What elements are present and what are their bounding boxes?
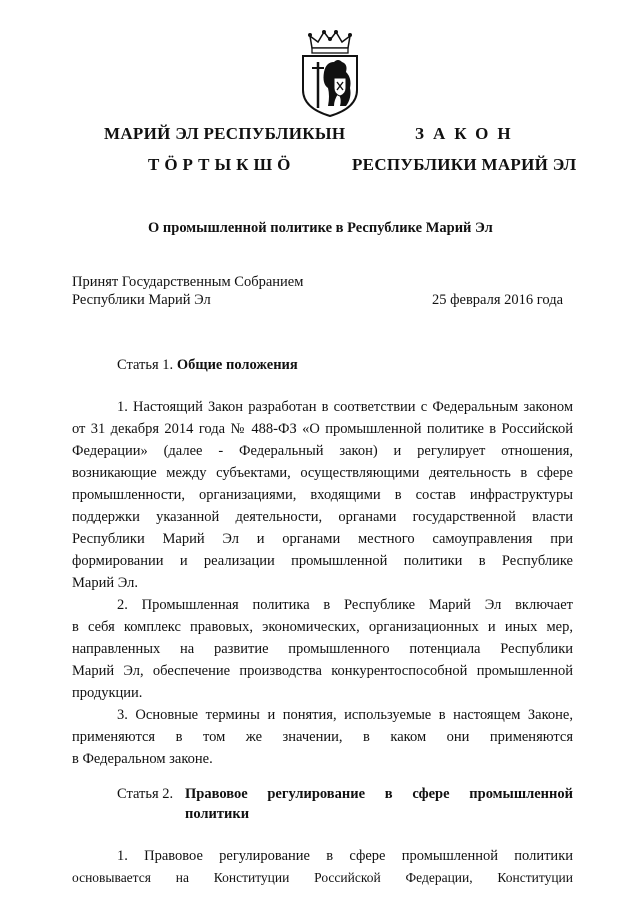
article1-line: Республики Марий Эл и органами местного самоуправления при [72, 531, 573, 547]
article2-title-line1: Правовое регулирование в сфере промышленной [185, 786, 573, 802]
article1-line: применяются в том же значении, в каком они применяются [72, 729, 573, 745]
article2-line: 1. Правовое регулирование в сфере промышленной политики [117, 848, 573, 864]
article1-line: 2. Промышленная политика в Республике Марий Эл включает [117, 597, 573, 613]
article2-label: Статья 2. [117, 786, 174, 802]
article1-label: Статья 1. [117, 357, 174, 373]
adopted-line1: Принят Государственным Собранием [72, 274, 304, 290]
article1-line: промышленности, организациями, входящими в состав инфраструктуры [72, 487, 573, 503]
article1-line: направленных на развитие промышленного потенциала Республики [72, 641, 573, 657]
article1-line: Марий Эл, обеспечение производства конкурентоспособной промышленной [72, 663, 573, 679]
header-right-line1: ЗАКОН [415, 124, 520, 143]
article1-line: 1. Настоящий Закон разработан в соответствии с Федеральным законом [117, 399, 573, 415]
article1-line: Марий Эл. [72, 575, 138, 591]
article1-heading [117, 357, 298, 374]
article1-line: продукции. [72, 685, 143, 701]
article1-line: в себя комплекс правовых, экономических, организационных и иных мер, [72, 619, 573, 635]
law-title: О промышленной политике в Республике Марий Эл [148, 220, 493, 236]
article1-line: Федерации» (далее - Федеральный закон) и регулирует отношения, [72, 443, 573, 459]
article2-line: основывается на Конституции Российской Федерации, Конституции [72, 870, 573, 885]
header-left-line2: ТӦРТЫКШӦ [148, 155, 296, 174]
article1-line: поддержки указанной деятельности, органами государственной власти [72, 509, 573, 525]
article1-line: в Федеральном законе. [72, 751, 213, 767]
header-right-line2: РЕСПУБЛИКИ МАРИЙ ЭЛ [352, 155, 577, 174]
header-left-line1: МАРИЙ ЭЛ РЕСПУБЛИКЫН [104, 124, 346, 143]
adopted-line2: Республики Марий Эл [72, 292, 211, 308]
article2-title-line2: политики [185, 806, 250, 822]
article1-line: от 31 декабря 2014 года № 488-ФЗ «О промышленной политике в Российской [72, 421, 573, 437]
article1-title: Общие положения [176, 357, 298, 373]
coat-of-arms-icon [298, 28, 362, 118]
article1-line: 3. Основные термины и понятия, используемые в настоящем Законе, [117, 707, 573, 723]
article1-line: возникающие между субъектами, осуществляющими деятельность в сфере [72, 465, 573, 481]
article1-line: формировании и реализации промышленной политики в Республике [72, 553, 573, 569]
adopted-date: 25 февраля 2016 года [432, 292, 564, 308]
